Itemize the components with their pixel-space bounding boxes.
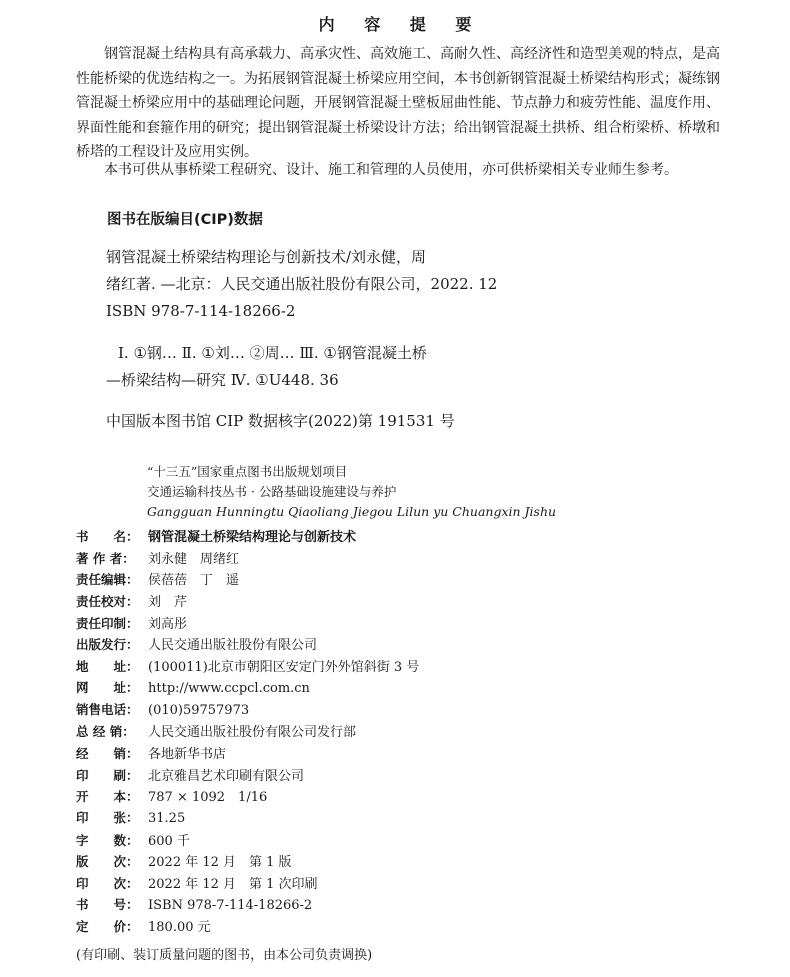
info-row [76,765,716,787]
info-label: 销售电话： [76,701,139,717]
info-value: 钢管混凝土桥梁结构理论与创新技术 [148,530,357,545]
info-label: 网 址： [76,679,139,695]
info-value: 2022 年 12 月 第 1 版 [148,855,292,871]
cip-entry-line: 钢管混凝土桥梁结构理论与创新技术/刘永健，周 [106,248,427,266]
info-row [76,569,716,591]
info-value: 人民交通出版社股份有限公司 [148,638,318,654]
info-label: 责任编辑： [76,572,139,588]
copyright-info-table [76,526,716,938]
cip-verification [106,408,506,435]
series-info [147,462,707,522]
info-row [76,526,716,548]
info-label: 出版发行： [76,637,139,653]
cip-isbn: ISBN 978-7-114-18266-2 [106,302,296,320]
cip-heading: 图书在版编目(CIP)数据 [107,212,263,228]
info-row [76,613,716,635]
series-line: “十三五”国家重点图书出版规划项目 [147,464,348,479]
info-value: 2022 年 12 月 第 1 次印刷 [148,877,318,892]
info-row [76,808,716,830]
website-url: http://www.ccpcl.com.cn [148,680,310,696]
info-label: 总 经 销： [76,724,135,740]
info-label: 责任印制： [76,615,139,631]
cip-verification-text: 中国版本图书馆 CIP 数据核字(2022)第 191531 号 [106,412,455,430]
info-value: (010)59757973 [148,702,250,718]
info-value: 600 千 [148,833,190,849]
info-value: 180.00 元 [148,920,211,936]
info-label: 印 次： [76,876,139,891]
summary-paragraph: 钢管混凝土结构具有高承载力、高承灾性、高效施工、高耐久性、高经济性和造型美观的特点，是高性能桥梁的优选结构之一。为拓展钢管混凝土桥梁应用空间，本书创新钢管混凝土桥梁结构形式；凝练钢管混凝土桥梁应用中的基础理论问题，开展钢管混凝土壁板屈曲性能、节点静力和疲劳性能、温度作用、界面性能和套箍作用的研究；提出钢管混凝土桥梁设计方法；给出钢管混凝土拱桥、组合桁梁桥、桥墩和桥塔的工程设计及应用实例。 [76,46,720,160]
info-row [76,591,716,613]
info-row [76,786,716,808]
info-value: 787 × 1092 1/16 [148,790,268,806]
info-value: 31.25 [148,810,186,826]
cip-classification-line: Ⅰ. ①钢… Ⅱ. ①刘… ②周… Ⅲ. ①钢管混凝土桥 [118,344,427,362]
info-label: 字 数： [76,832,139,848]
series-line: 交通运输科技丛书 · 公路基础设施建设与养护 [147,484,397,499]
info-label: 责任校对： [76,594,139,610]
cip-entry-line: 绪红著. —北京：人民交通出版社股份有限公司，2022. 12 [106,275,498,293]
info-value: 侯蓓蓓 丁 遥 [148,573,240,589]
info-label: 书 名： [76,529,139,544]
info-label: 印 刷： [76,767,139,783]
info-row [76,700,716,722]
info-row [76,851,716,873]
summary-title: 内 容 提 要 [318,15,484,34]
info-value: 各地新华书店 [148,746,227,762]
info-value: 北京雅昌艺术印刷有限公司 [148,768,305,784]
info-row [76,548,716,570]
info-value: 刘 芹 [148,595,188,611]
info-label: 经 销： [76,745,139,761]
info-value: 人民交通出版社股份有限公司发行部 [148,725,357,741]
info-row [76,873,716,895]
cip-entry [106,244,506,325]
summary-audience-paragraph: 本书可供从事桥梁工程研究、设计、施工和管理的人员使用，亦可供桥梁相关专业师生参考。 [104,162,678,178]
info-row [76,895,716,917]
info-label: 书 号： [76,896,139,912]
info-label: 地 址： [76,659,139,675]
info-row [76,916,716,938]
info-row [76,656,716,678]
info-value: ISBN 978-7-114-18266-2 [148,897,313,913]
cip-classification [106,340,506,394]
info-value: (100011)北京市朝阳区安定门外外馆斜街 3 号 [148,660,420,676]
info-value: 刘永健 周绪红 [148,551,240,567]
info-label: 开 本： [76,789,139,805]
quality-notice: (有印刷、装订质量问题的图书，由本公司负责调换) [76,948,373,963]
info-row [76,721,716,743]
info-label: 定 价： [76,919,139,935]
info-row [76,743,716,765]
info-row [76,830,716,852]
pinyin-title: Gangguan Hunningtu Qiaoliang Jiegou Lilun yu Chuangxin Jishu [147,504,557,519]
info-label: 版 次： [76,854,139,870]
cip-classification-line: —桥梁结构—研究 Ⅳ. ①U448. 36 [106,371,339,389]
info-label: 著 作 者： [76,550,135,566]
info-row [76,634,716,656]
info-label: 印 张： [76,809,139,825]
info-row [76,678,716,700]
info-value: 刘高彤 [148,616,188,632]
